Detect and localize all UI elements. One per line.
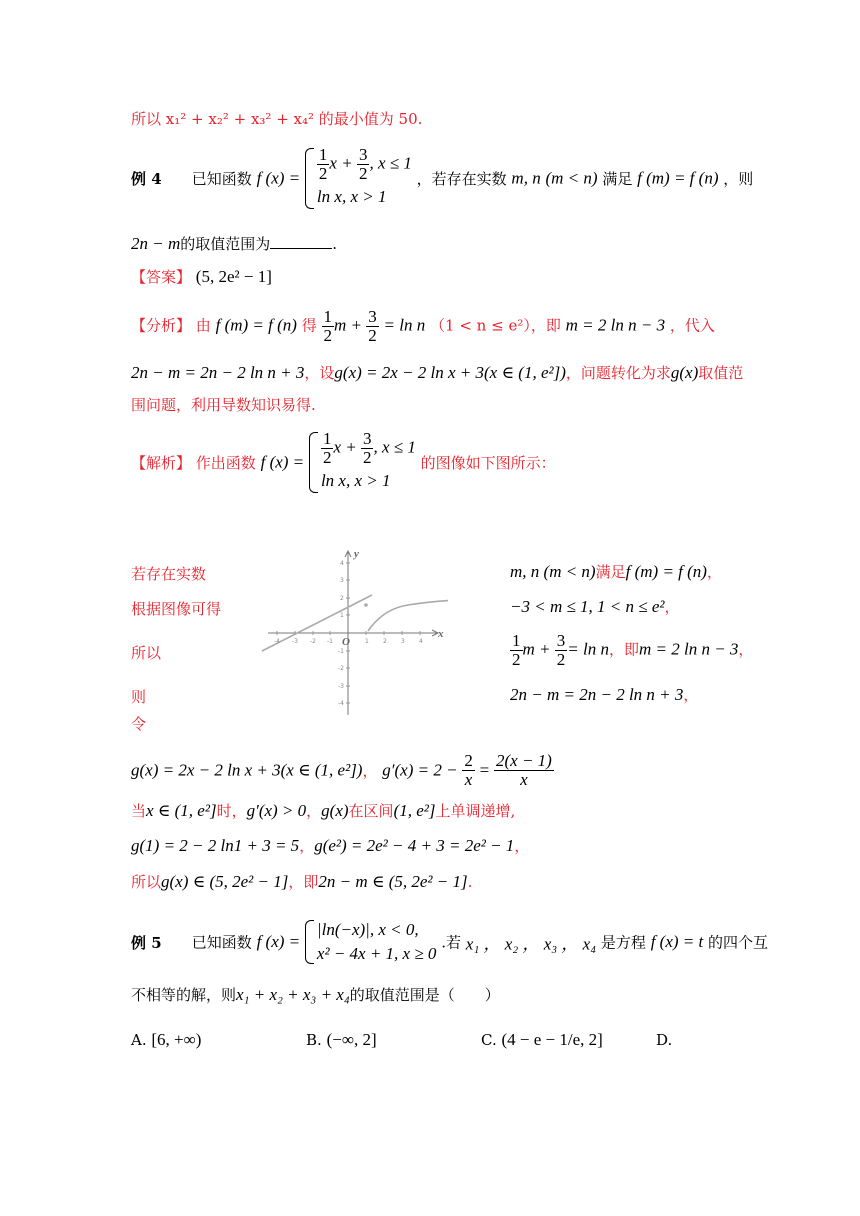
example-5-line-2: 不相等的解，则x₁ + x₂ + x₃ + x₄的取值范围是（ ）: [131, 985, 500, 1004]
origin-label: O: [342, 636, 350, 648]
y-tick: 3: [340, 577, 344, 584]
y-tick: -3: [338, 683, 344, 690]
g-derivative-line: g(x) = 2x − 2 ln x + 3(x ∈ (1, e²])， g′(x) = 2 − $\frac{2}{x}$ = $\frac{2(x - 1)}{x}$: [131, 751, 552, 789]
x-tick: 1: [365, 638, 369, 645]
piecewise-function: [305, 146, 412, 211]
side-left-2: 根据图像可得: [131, 600, 222, 618]
side-right-1: m, n (m < n)满足f (m) = f (n)，: [510, 562, 722, 581]
option-a[interactable]: A. [6, +∞): [131, 1030, 202, 1049]
values-line: g(1) = 2 − 2 ln1 + 3 = 5，g(e²) = 2e² − 4 + 3 = 2e² − 1，: [131, 836, 530, 855]
option-b[interactable]: B. (−∞, 2]: [306, 1030, 377, 1049]
blank-line: [270, 248, 332, 249]
x-tick: 2: [383, 638, 387, 645]
answer-line: [131, 266, 760, 287]
y-tick: -1: [338, 648, 344, 655]
fx-label: f (x) =: [256, 168, 301, 188]
x-tick: 3: [401, 638, 405, 645]
side-right-4: 2n − m = 2n − 2 ln n + 3，: [510, 685, 699, 704]
example-4-question: 2n − m的取值范围为 .: [131, 234, 338, 253]
example-5: 例 5 已知函数 f (x) = |ln(−x)|, x < 0, x² − 4x + 1, x ≥ 0 .若 x₁ ， x₂ ， x₃ ， x₄ 是方程 f (x) = t 的四个互: [131, 918, 760, 974]
x-label: x: [438, 628, 444, 640]
x-tick: 4: [419, 638, 423, 645]
example-4-label: 例 4: [131, 170, 162, 188]
y-tick: 2: [340, 595, 344, 602]
option-d[interactable]: D.: [656, 1031, 673, 1049]
piece-row-1: $\frac{1}{2}$ x + $\frac{3}{2}$ , x ≤ 1: [318, 145, 412, 183]
answer-value: (5, 2e² − 1]: [195, 267, 272, 286]
side-right-3: $\frac{1}{2}$ m + $\frac{3}{2}$ = ln n，即m = 2 ln n − 3，: [512, 631, 754, 669]
side-left-5: 令: [131, 715, 147, 733]
x-tick: -4: [274, 638, 280, 645]
example-4: 例 4 已知函数 f (x) = $\frac{1}{2}$ x + $\frac{3}{2}$ , x ≤ 1 ln x, x > 1 ，若存在实数 m, n (m < n) 满足 f (m) = f (n) ，则: [131, 146, 760, 216]
side-left-1: 若存在实数: [131, 565, 207, 583]
analysis-line-3: 围问题，利用导数知识易得.: [131, 396, 316, 414]
side-left-4: 则: [131, 688, 147, 706]
x-tick: -1: [327, 638, 333, 645]
solution-line: 【解析】 作出函数 f (x) = $\frac{1}{2}$ x + $\frac{3}{2}$ , x ≤ 1 ln x, x > 1 的图像如下图所示：: [131, 430, 760, 494]
y-tick: -2: [338, 665, 344, 672]
analysis-line-1: 【分析】 由 f (m) = f (n) 得 $\frac{1}{2}$ m + $\frac{3}{2}$ = ln n （1 < n ≤ e²），即 m = 2 ln n − 3 ，代入: [131, 307, 715, 345]
monotonic-line: 当x ∈ (1, e²]时，g′(x) > 0，g(x)在区间(1, e²]上单调递增,: [131, 801, 516, 820]
piece-row-2: ln x, x > 1: [316, 187, 387, 206]
y-label: y: [354, 548, 359, 560]
y-tick: -4: [338, 700, 344, 707]
piecewise-function-3: |ln(−x)|, x < 0, x² − 4x + 1, x ≥ 0: [305, 918, 437, 966]
function-graph: [258, 545, 448, 720]
y-tick: 1: [340, 612, 344, 619]
result-line: [131, 108, 760, 129]
endpoint-dot: [364, 603, 368, 607]
side-left-3: 所以: [131, 644, 162, 662]
answer-label: 【答案】: [131, 268, 192, 286]
x-tick: -2: [310, 638, 316, 645]
side-right-2: −3 < m ≤ 1, 1 < n ≤ e²，: [510, 597, 680, 616]
log-piece: [368, 600, 448, 631]
option-c[interactable]: C. (4 − e − 1/e, 2]: [481, 1030, 603, 1049]
x-tick: -3: [292, 638, 298, 645]
example-4-intro: 已知函数: [191, 170, 252, 188]
conclusion-line: 所以g(x) ∈ (5, 2e² − 1]，即2n − m ∈ (5, 2e² − 1].: [131, 872, 473, 891]
y-tick: 4: [340, 560, 344, 567]
analysis-line-2: 2n − m = 2n − 2 ln n + 3，设g(x) = 2x − 2 ln x + 3(x ∈ (1, e²])，问题转化为求g(x)取值范: [131, 363, 744, 382]
result-text: 所以 x₁² + x₂² + x₃² + x₄² 的最小值为 50.: [131, 110, 423, 128]
piecewise-function-2: $\frac{1}{2}$ x + $\frac{3}{2}$ , x ≤ 1 ln x, x > 1: [309, 430, 416, 495]
